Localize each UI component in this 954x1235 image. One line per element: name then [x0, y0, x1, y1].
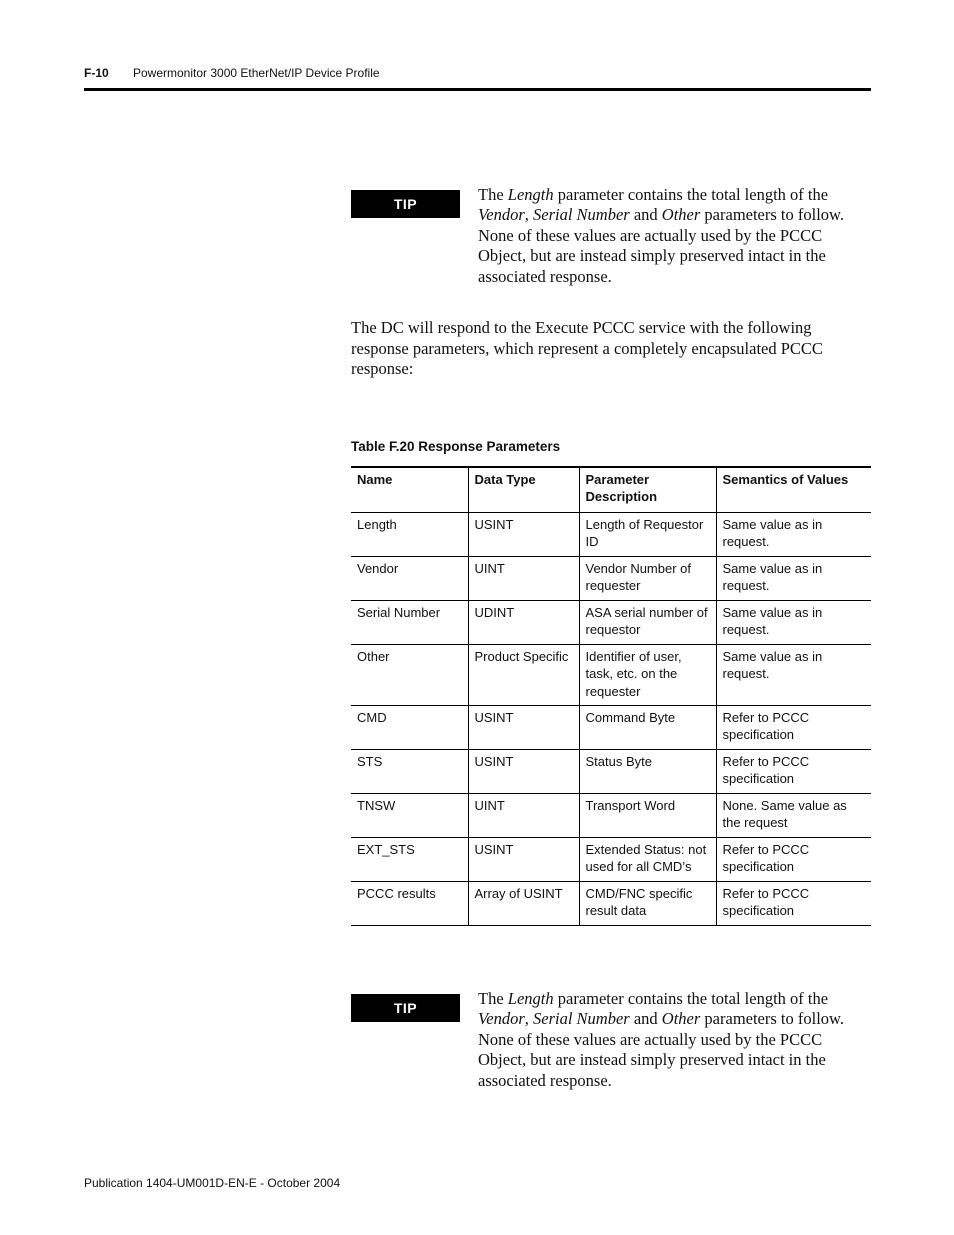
table-caption: Table F.20 Response Parameters	[351, 439, 561, 454]
tip-badge: TIP	[351, 190, 460, 218]
table-cell: UINT	[468, 556, 579, 600]
running-header-title: Powermonitor 3000 EtherNet/IP Device Profile	[133, 66, 380, 80]
tip-text-run: parameter contains the total length of the	[553, 989, 829, 1008]
table-cell: Same value as in request.	[716, 512, 871, 556]
table-cell: Refer to PCCC specification	[716, 838, 871, 882]
tip-text-run: The	[478, 989, 508, 1008]
tip-text-run: ,	[524, 205, 533, 225]
table-row	[351, 882, 871, 926]
table-cell: Length of Requestor ID	[579, 512, 716, 556]
table-cell: Same value as in request.	[716, 644, 871, 705]
table-cell: USINT	[468, 706, 579, 750]
table-cell: UINT	[468, 794, 579, 838]
tip-text-run: The	[478, 185, 508, 204]
table-cell: None. Same value as the request	[716, 794, 871, 838]
column-header: Parameter Description	[579, 467, 716, 512]
table-cell: EXT_STS	[351, 838, 468, 882]
table-cell: Same value as in request.	[716, 556, 871, 600]
table-cell: USINT	[468, 838, 579, 882]
table-cell: Vendor Number of requester	[579, 556, 716, 600]
table-cell: CMD/FNC specific result data	[579, 882, 716, 926]
table-cell: Refer to PCCC specification	[716, 750, 871, 794]
table-row	[351, 644, 871, 705]
table-cell: Refer to PCCC specification	[716, 882, 871, 926]
tip-emphasis: Vendor	[478, 1009, 525, 1029]
table-cell: Identifier of user, task, etc. on the requester	[579, 644, 716, 705]
table-cell: Same value as in request.	[716, 600, 871, 644]
table-row	[351, 750, 871, 794]
tip-text	[478, 185, 870, 287]
table-row	[351, 512, 871, 556]
tip-emphasis: Other	[661, 205, 701, 225]
table-row	[351, 706, 871, 750]
tip-emphasis: Vendor	[478, 205, 525, 225]
response-parameters-table	[351, 466, 871, 926]
table-row	[351, 600, 871, 644]
intro-paragraph: The DC will respond to the Execute PCCC service with the following response parameters, which represent a completely encapsulated PCCC response:	[351, 318, 823, 378]
table-cell: Array of USINT	[468, 882, 579, 926]
header-rule	[84, 88, 871, 91]
table-cell: Extended Status: not used for all CMD’s	[579, 838, 716, 882]
table-header-row	[351, 467, 871, 512]
page-number: F-10	[84, 66, 109, 80]
tip-text-run: parameter contains the total length of the	[553, 185, 829, 204]
tip-text-run: and	[629, 205, 662, 225]
table-cell: Other	[351, 644, 468, 705]
table-cell: ASA serial number of requestor	[579, 600, 716, 644]
table-cell: Refer to PCCC specification	[716, 706, 871, 750]
table-cell: CMD	[351, 706, 468, 750]
column-header: Semantics of Values	[716, 467, 871, 512]
table-cell: Transport Word	[579, 794, 716, 838]
table-cell: TNSW	[351, 794, 468, 838]
table-row	[351, 838, 871, 882]
table-cell: Length	[351, 512, 468, 556]
column-header: Data Type	[468, 467, 579, 512]
tip-text-run: ,	[524, 1009, 533, 1029]
table-row	[351, 794, 871, 838]
table-cell: Product Specific	[468, 644, 579, 705]
tip-emphasis: Other	[661, 1009, 701, 1029]
table-cell: Serial Number	[351, 600, 468, 644]
table-cell: USINT	[468, 512, 579, 556]
table-row	[351, 556, 871, 600]
table-cell: STS	[351, 750, 468, 794]
tip-text-run: parameters to follow. None of these values are actually used by the PCCC Object, but are instead simply preserved intact in the associated response.	[478, 1009, 845, 1090]
table-cell: UDINT	[468, 600, 579, 644]
column-header: Name	[351, 467, 468, 512]
tip-emphasis: Serial Number	[533, 205, 630, 225]
tip-text-run: parameters to follow. None of these values are actually used by the PCCC Object, but are instead simply preserved intact in the associated response.	[478, 205, 845, 286]
table-cell: Status Byte	[579, 750, 716, 794]
table-cell: USINT	[468, 750, 579, 794]
tip-text	[478, 989, 870, 1091]
tip-emphasis: Length	[507, 185, 554, 204]
table-cell: Command Byte	[579, 706, 716, 750]
tip-text-run: and	[629, 1009, 662, 1029]
table-cell: Vendor	[351, 556, 468, 600]
tip-emphasis: Length	[507, 989, 554, 1008]
publication-footer: Publication 1404-UM001D-EN-E - October 2004	[84, 1176, 341, 1190]
tip-badge: TIP	[351, 994, 460, 1022]
table-cell: PCCC results	[351, 882, 468, 926]
tip-emphasis: Serial Number	[533, 1009, 630, 1029]
